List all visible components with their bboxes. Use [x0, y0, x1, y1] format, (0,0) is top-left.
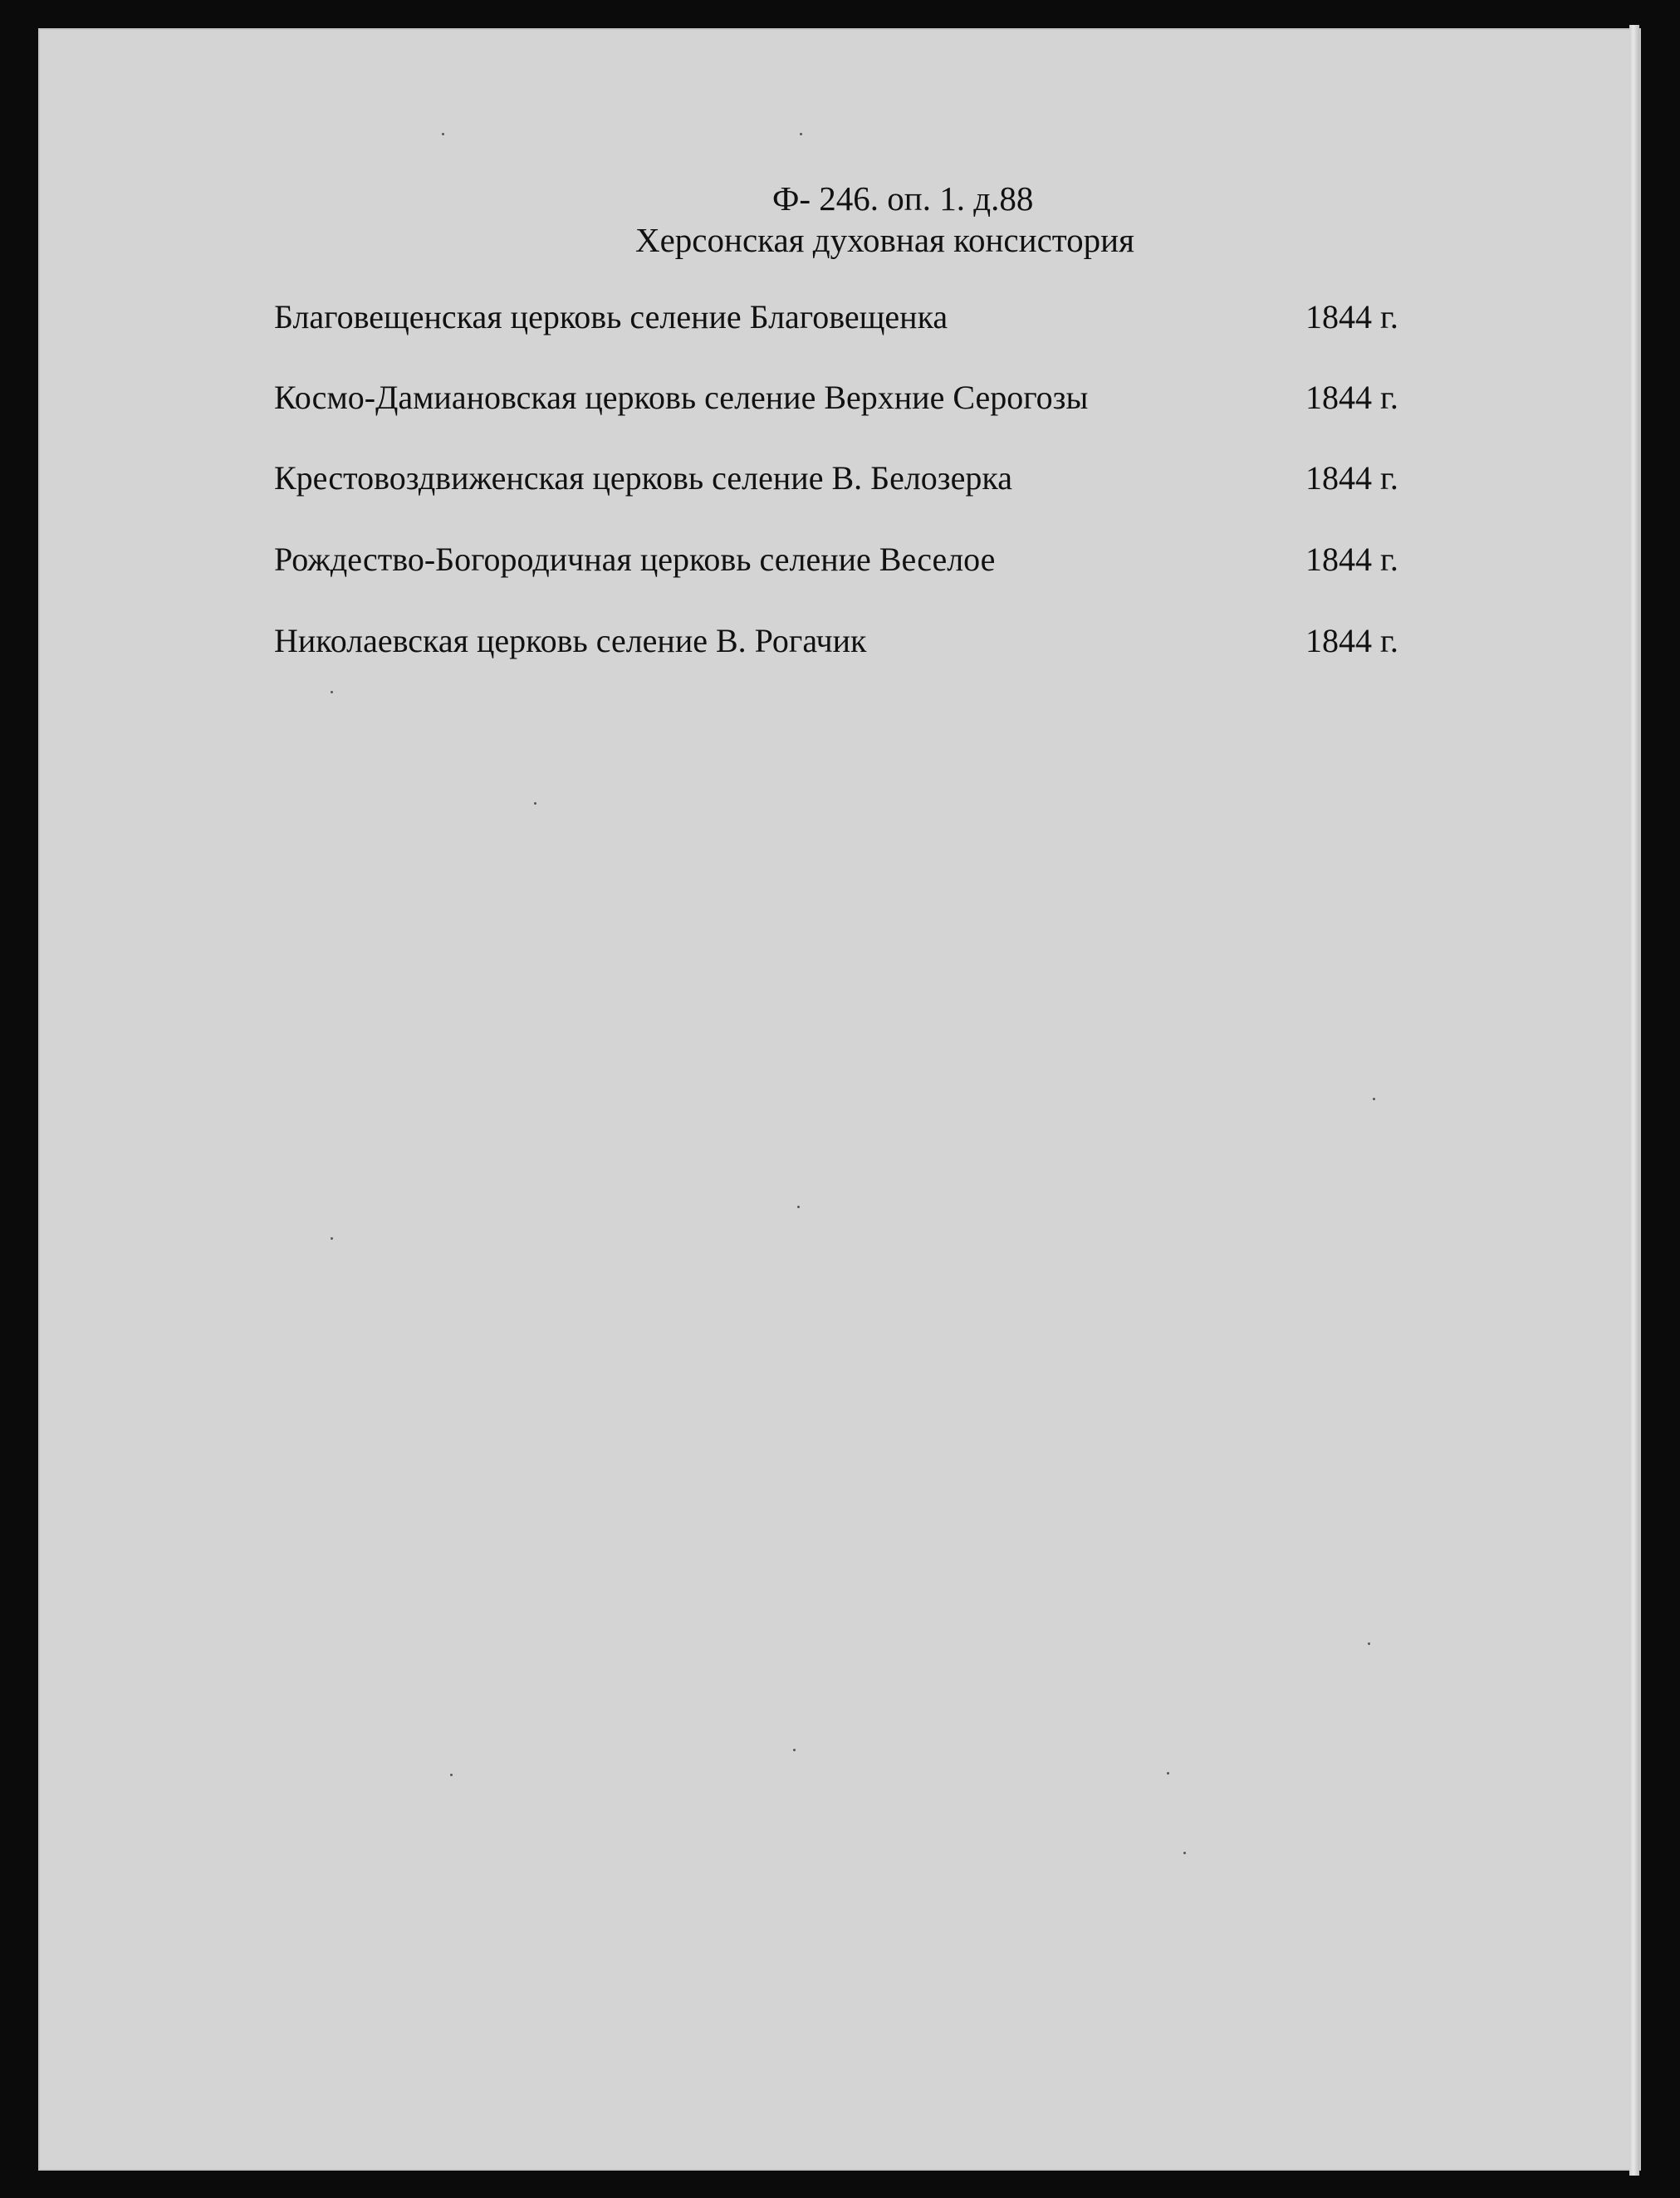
scan-speck	[331, 691, 333, 693]
record-year: 1844 г.	[1305, 459, 1398, 497]
scan-speck	[1373, 1098, 1375, 1100]
scan-speck	[442, 133, 444, 135]
scan-speck	[331, 1237, 333, 1240]
list-item	[274, 540, 1420, 581]
record-year: 1844 г.	[1305, 298, 1398, 335]
scan-speck	[450, 1774, 453, 1776]
scan-speck	[800, 133, 802, 135]
scan-speck	[534, 802, 536, 805]
archive-reference: Ф- 246. оп. 1. д.88	[772, 179, 1034, 218]
list-item	[274, 458, 1420, 500]
record-year: 1844 г.	[1305, 622, 1398, 659]
church-name: Космо-Дамиановская церковь селение Верхние Серогозы	[274, 379, 1089, 416]
scan-speck	[1167, 1772, 1169, 1775]
scan-speck	[1183, 1852, 1186, 1854]
church-name: Рождество-Богородичная церковь селение Веселое	[274, 541, 996, 578]
church-name: Благовещенская церковь селение Благовещенка	[274, 298, 948, 335]
list-item	[274, 297, 1420, 339]
scan-speck	[1368, 1642, 1370, 1645]
list-item	[274, 621, 1420, 663]
scan-speck	[793, 1749, 796, 1751]
church-name: Николаевская церковь селение В. Рогачик	[274, 622, 867, 659]
record-year: 1844 г.	[1305, 541, 1398, 578]
church-name: Крестовоздвиженская церковь селение В. Белозерка	[274, 459, 1012, 497]
list-item	[274, 378, 1420, 419]
document-title: Херсонская духовная консистория	[635, 221, 1134, 259]
scan-speck	[797, 1206, 800, 1208]
record-year: 1844 г.	[1305, 379, 1398, 416]
